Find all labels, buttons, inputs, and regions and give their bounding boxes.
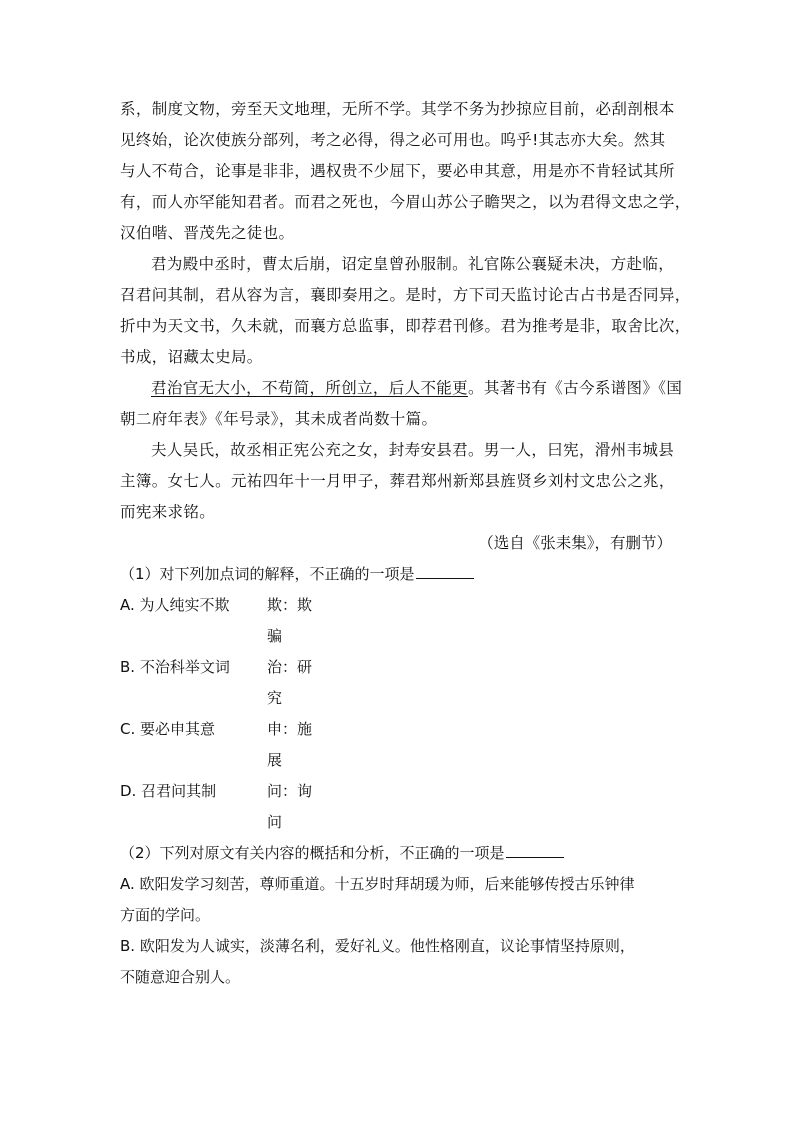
question-stem	[120, 838, 676, 869]
text-line: 有，而人亦罕能知君者。而君之死也，今眉山苏公子瞻哭之，以为君得文忠之学，	[120, 193, 691, 211]
option-a[interactable]	[120, 590, 676, 652]
text-line: 与人不苟合，论事是非非，遇权贵不少屈下，要必申其意，用是亦不肯轻试其所	[120, 162, 675, 180]
underlined-sentence: 君治官无大小，不苟简，所创立，后人不能更	[151, 379, 469, 397]
option-gloss: 问：询问	[267, 782, 313, 831]
text-fragment: 。其著书有《古今系谱图》《国	[468, 379, 683, 397]
option-gloss: 欺：欺骗	[267, 596, 313, 645]
text-line: 见终始，论次使族分部列，考之必得，得之必可用也。呜乎!其志亦大矣。然其	[120, 131, 666, 149]
passage-paragraph-4	[120, 435, 676, 528]
option-a[interactable]	[120, 869, 676, 931]
option-d[interactable]	[120, 776, 676, 838]
option-line: B. 欧阳发为人诚实，淡薄名利，爱好礼义。他性格刚直，议论事情坚持原则，	[120, 937, 635, 955]
text-line: 折中为天文书，久未就，而襄方总监事，即荐君刊修。君为推考是非，取舍比次，	[120, 317, 691, 335]
text-line: 主簿。女七人。元祐四年十一月甲子，葬君郑州新郑县旌贤乡刘村文忠公之兆，	[120, 472, 675, 490]
option-c[interactable]	[120, 714, 676, 776]
answer-blank[interactable]	[506, 841, 564, 858]
question-stem	[120, 559, 676, 590]
text-line: 书成，诏藏太史局。	[120, 348, 263, 366]
passage-paragraph-3	[120, 373, 683, 435]
option-line: 不随意迎合别人。	[120, 968, 241, 986]
source-citation: （选自《张耒集》，有删节）	[478, 534, 672, 552]
question-1	[120, 559, 676, 838]
text-line: 而宪来求铭。	[120, 503, 216, 521]
document-page	[120, 94, 691, 993]
option-text: D. 召君问其制	[120, 782, 217, 800]
answer-blank[interactable]	[416, 562, 474, 579]
text-line: 汉伯喈、晋茂先之徒也。	[120, 224, 295, 242]
text-line: 召君问其制，君从容为言，襄即奏用之。是时，方下司天监讨论古占书是否同异，	[120, 286, 691, 304]
text-line: 朝二府年表》《年号录》，其未成者尚数十篇。	[120, 410, 438, 428]
passage-paragraph-2	[120, 249, 691, 373]
option-text: A. 为人纯实不欺	[120, 596, 230, 614]
option-b[interactable]	[120, 931, 676, 993]
text-line: 君为殿中丞时，曹太后崩，诏定皇曾孙服制。礼官陈公襄疑未决，方赴临，	[151, 255, 675, 273]
option-gloss: 申：施展	[267, 720, 313, 769]
text-line: 系，制度文物，旁至天文地理，无所不学。其学不务为抄掠应目前，必刮剖根本	[120, 100, 675, 118]
option-line: A. 欧阳发学习刻苦，尊师重道。十五岁时拜胡瑗为师，后来能够传授古乐钟律	[120, 875, 635, 893]
option-gloss: 治：研究	[267, 658, 313, 707]
text-line	[120, 373, 683, 404]
text-line: 夫人吴氏，故丞相正宪公充之女，封寿安县君。男一人，曰宪，滑州韦城县	[151, 441, 675, 459]
option-b[interactable]	[120, 652, 676, 714]
question-stem-text: （2）下列对原文有关内容的概括和分析，不正确的一项是	[120, 844, 505, 862]
option-text: B. 不治科举文词	[120, 658, 230, 676]
question-2	[120, 838, 676, 993]
passage-paragraph-1	[120, 94, 691, 249]
question-stem-text: （1）对下列加点词的解释，不正确的一项是	[120, 565, 415, 583]
option-text: C. 要必申其意	[120, 720, 216, 738]
option-line: 方面的学问。	[120, 906, 211, 924]
